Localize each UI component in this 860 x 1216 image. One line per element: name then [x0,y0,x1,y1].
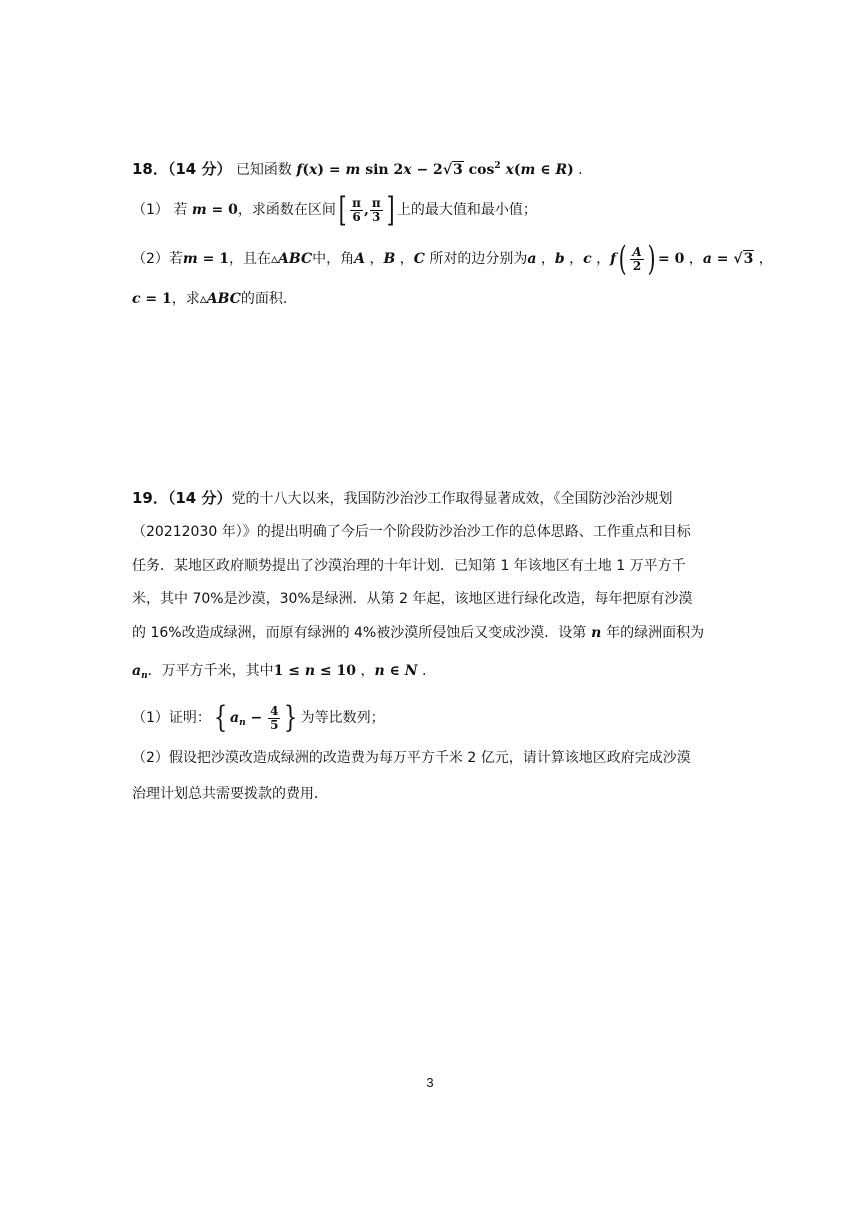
q19-part2-text: 假设把沙漠改造成绿洲的改造费为每万平方千米 2 亿元，请计算该地区政府完成沙漠 [168,750,691,766]
q18-score: （14 分） [167,160,232,178]
q18-part2-text-f: 的面积. [240,291,288,307]
q18-part2-text-e: ，求 [171,291,200,307]
sqrt-3: √3 [442,162,463,178]
page-number: 3 [426,1075,434,1090]
frac-A-2: $\frac{A}{2}$ [632,244,642,273]
q18-part2-text-b: ，且在 [228,251,271,267]
frac-4-5: $\frac{4}{5}$ [270,703,279,732]
q18-part2-label: （2） [132,251,169,267]
q18-part2-text-a: 若 [168,251,183,267]
q19-line3 [132,555,686,577]
q18-part1-text-c: 上的最大值和最小值； [396,202,537,218]
q18-part1-text-b: ，求函数在区间 [237,202,336,218]
q18-function: f [296,162,303,178]
q18-part2: （2）若m = 1，且在▵ABC中，角A ，B ，C 所对的边分别为a ，b ，c ，f( $\frac{A}{2}$ ) = 0 ，a = √3 ， [132,239,773,279]
q18-part2-text-c: 中，角 [312,251,355,267]
q19-part1-text-a: 证明： [168,710,211,726]
q18-stem-text: 已知函数 [235,162,292,178]
q19-text-2: （20212030 年）》的提出明确了今后一个阶段防沙治沙工作的总体思路、工作重点和目标 [132,524,691,540]
q19-line5: 的 16%改造成绿洲，而原有绿洲的 4%被沙漠所侵蚀后又变成沙漠．设第 n 年的绿洲面积为 [132,625,705,641]
q19-part2-text2: 治理计划总共需要拨款的费用． [132,786,328,802]
q19-text-6: ．万平方千米，其中 [147,663,274,679]
q19-text-1: 党的十八大以来，我国防沙治沙工作取得显著成效，《全国防沙治沙规划 [231,491,673,507]
q19-text-5b: 年的绿洲面积为 [606,625,705,641]
q19-line1 [132,487,672,510]
q18-part1: （1） 若 m = 0，求函数在区间[ $\frac{\pi}{6}$ , $\frac{\pi}{3}$ ] 上的最大值和最小值； [132,190,537,230]
q19-part1-label: （1） [132,710,169,726]
q19-score: （14 分） [167,489,232,507]
q19-part1-text-b: 为等比数列； [300,710,385,726]
q18-part2-cont: c = 1，求▵ABC的面积. [132,291,288,307]
q19-line6: $a_n$．万平方千米，其中1 ≤ n ≤ 10 ，n ∈ N . [132,663,427,681]
q19-line2 [132,521,691,543]
q19-text-4: 米，其中 70%是沙漠，30%是绿洲．从第 2 年起，该地区进行绿化改造，每年把原有沙漠 [132,591,693,607]
q19-line4 [132,588,693,610]
q19-part2-cont [132,783,328,805]
frac-pi-6: $\frac{\pi}{6}$ [352,195,361,224]
q18-stem: 18．（14 分） 已知函数 f(x) = m sin 2x − 2√3 $\cos^2 x(m$ ∈ R) . [132,155,583,181]
q19-text-3: 任务．某地区政府顺势提出了沙漠治理的十年计划．已知第 1 年该地区有土地 1 万平方千 [132,558,686,574]
q18-part1-label: （1） [132,202,169,218]
q19-part2-label: （2） [132,750,169,766]
q18-part2-text-d: 所对的边分别为 [429,251,528,267]
q19-part1: （1）证明：{ $a_n$ − $\frac{4}{5}$ } 为等比数列； [132,700,385,735]
q18-number: 18． [132,160,168,178]
frac-pi-3: $\frac{\pi}{3}$ [371,195,381,224]
q18-part1-text-a: 若 [173,202,188,218]
q19-text-5: 的 16%改造成绿洲，而原有绿洲的 4%被沙漠所侵蚀后又变成沙漠．设第 [132,625,587,641]
q19-part2 [132,747,691,769]
q19-number: 19． [132,489,168,507]
